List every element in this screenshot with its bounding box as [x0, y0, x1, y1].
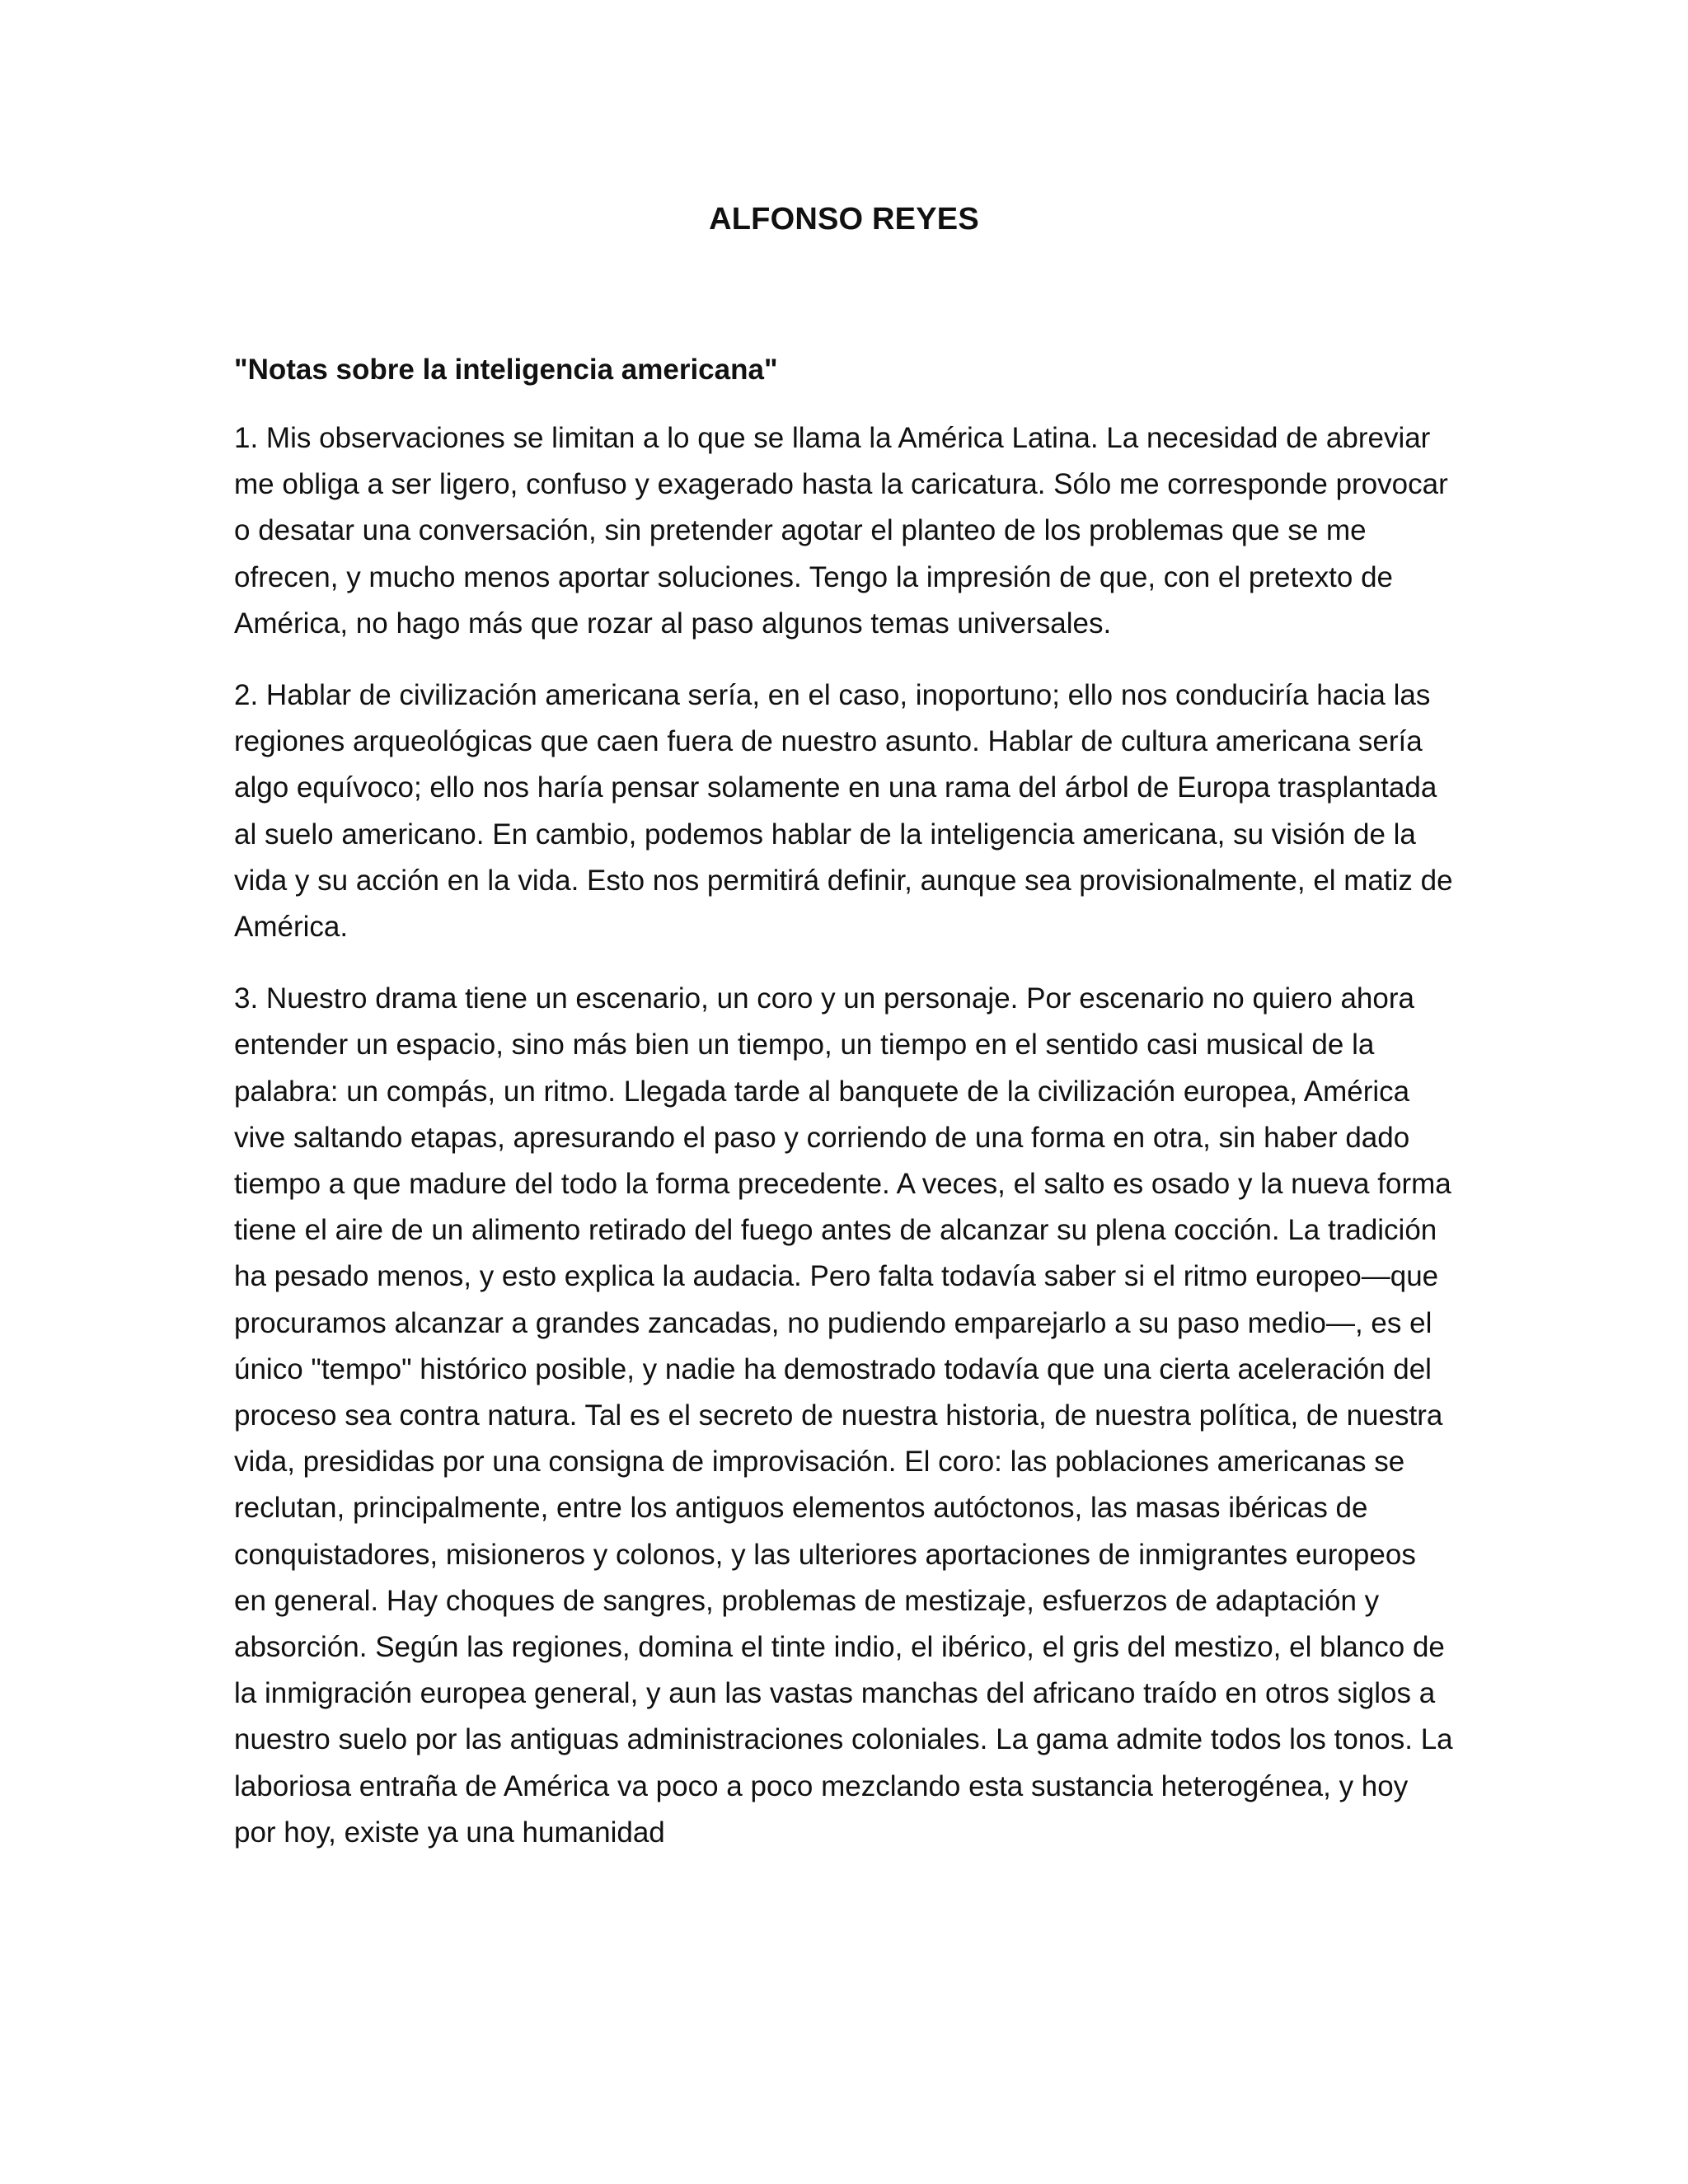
paragraph-3: 3. Nuestro drama tiene un escenario, un coro y un personaje. Por escenario no quiero ahora entender un espacio, sino más bien un tiempo, un tiempo en el sentido casi musical de la palabra: un compás, un ritmo. Llegada tarde al banquete de la civilización europea, América vive saltando etapas, apresurando el paso y corriendo de una forma en otra, sin haber dado tiempo a que madure del todo la forma precedente. A veces, el salto es osado y la nueva forma tiene el aire de un alimento retirado del fuego antes de alcanzar su plena cocción. La tradición ha pesado menos, y esto explica la audacia. Pero falta todavía saber si el ritmo europeo—que procuramos alcanzar a grandes zancadas, no pudiendo emparejarlo a su paso medio—, es el único "tempo" histórico posible, y nadie ha demostrado todavía que una cierta aceleración del proceso sea contra natura. Tal es el secreto de nuestra historia, de nuestra política, de nuestra vida, presididas por una consigna de improvisación. El coro: las poblaciones americanas se reclutan, principalmente, entre los antiguos elementos autóctonos, las masas ibéricas de conquistadores, misioneros y colonos, y las ulteriores aportaciones de inmigrantes europeos en general. Hay choques de sangres, problemas de mestizaje, esfuerzos de adaptación y absorción. Según las regiones, domina el tinte indio, el ibérico, el gris del mestizo, el blanco de la inmigración europea general, y aun las vastas manchas del africano traído en otros siglos a nuestro suelo por las antiguas administraciones coloniales. La gama admite todos los tonos. La laboriosa entraña de América va poco a poco mezclando esta sustancia heterogénea, y hoy por hoy, existe ya una humanidad [234, 982, 1453, 1849]
essay-title: "Notas sobre la inteligencia americana" [234, 354, 778, 386]
paragraph-2: 2. Hablar de civilización americana sería, en el caso, inoportuno; ello nos conduciría hacia las regiones arqueológicas que caen fuera de nuestro asunto. Hablar de cultura americana sería algo equívoco; ello nos haría pensar solamente en una rama del árbol de Europa trasplantada al suelo americano. En cambio, podemos hablar de la inteligencia americana, su visión de la vida y su acción en la vida. Esto nos permitirá definir, aunque sea provisionalmente, el matiz de América. [234, 679, 1453, 944]
page-title: ALFONSO REYES [709, 202, 979, 237]
paragraph-1: 1. Mis observaciones se limitan a lo que se llama la América Latina. La necesidad de abreviar me obliga a ser ligero, confuso y exagerado hasta la caricatura. Sólo me corresponde provocar o desatar una conversación, sin pretender agotar el planteo de los problemas que se me ofrecen, y mucho menos aportar soluciones. Tengo la impresión de que, con el pretexto de América, no hago más que rozar al paso algunos temas universales. [234, 422, 1448, 640]
document-body [234, 350, 1454, 1882]
